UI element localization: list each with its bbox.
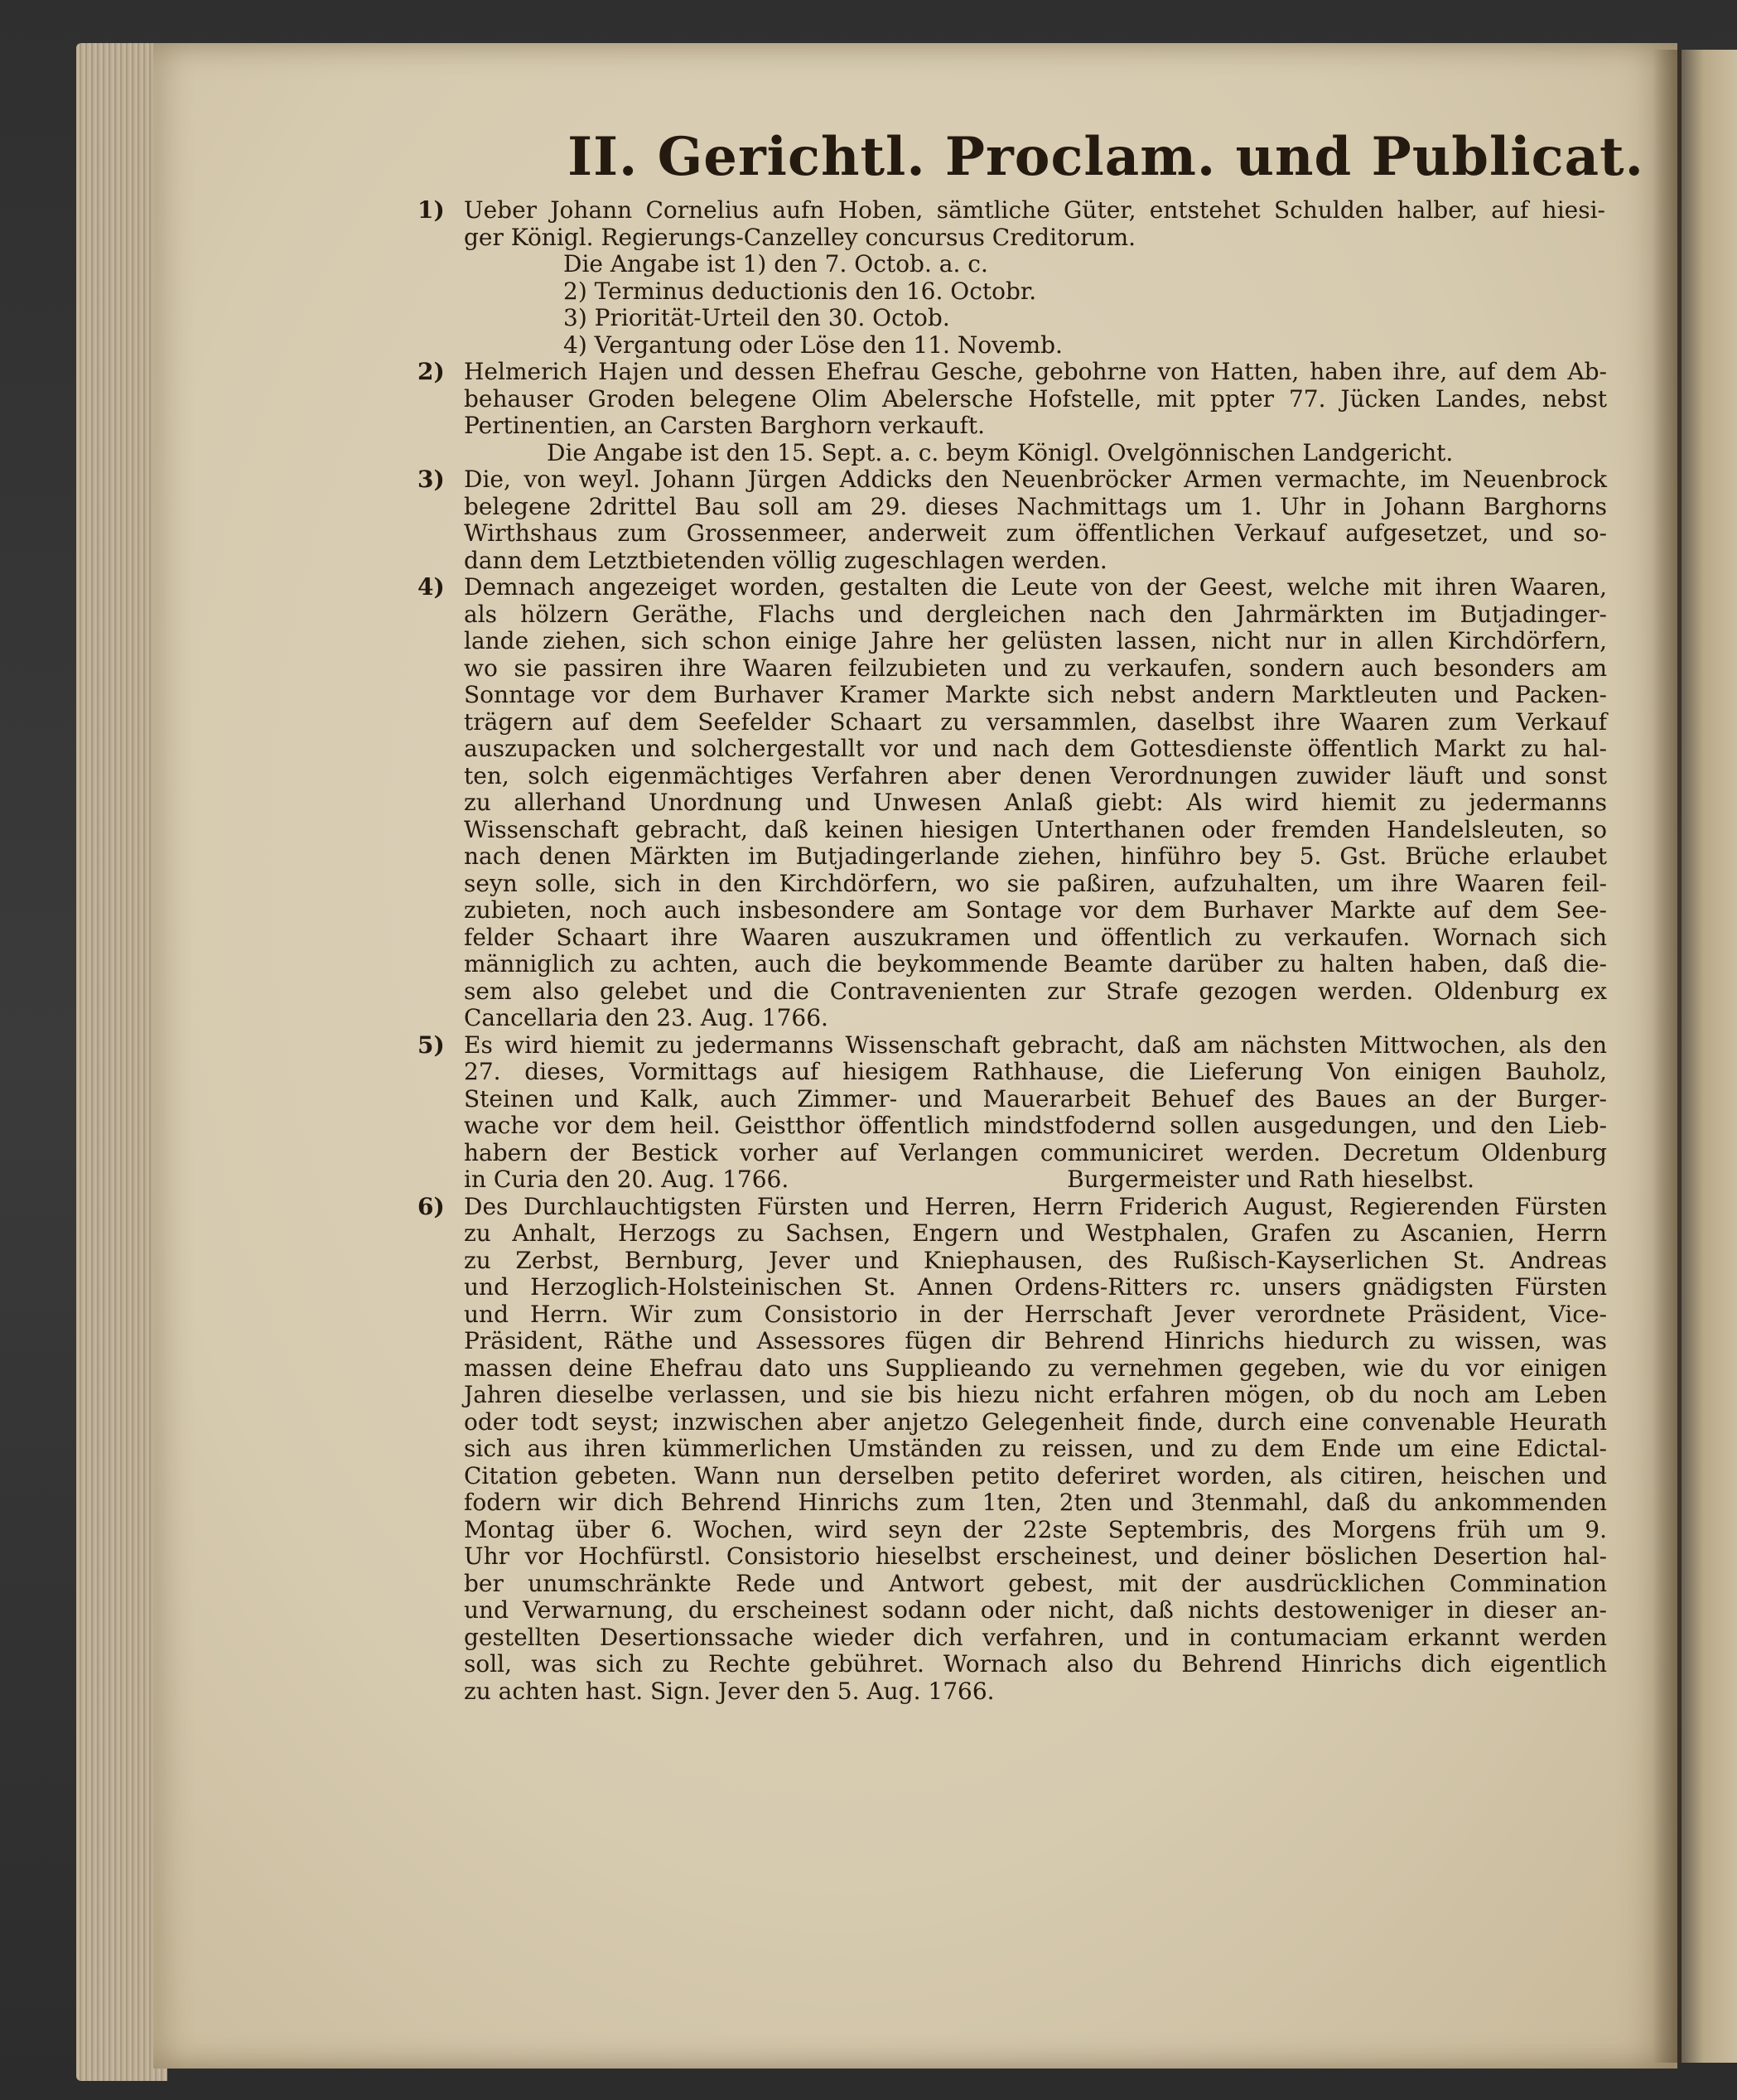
entry-line: ten, solch eigenmächtiges Verfahren aber denen Verordnungen zuwider läuft und sonst: [464, 761, 1607, 789]
entry-line: habern der Bestick vorher auf Verlangen communiciret werden. Decretum Oldenburg: [464, 1138, 1607, 1166]
entry-line: Ueber Johann Cornelius aufn Hoben, sämtliche Güter, entstehet Schulden halber, auf hiesi-: [464, 196, 1605, 224]
entry-line: Es wird hiemit zu jedermanns Wissenschaft gebracht, daß am nächsten Mittwochen, als den: [464, 1031, 1607, 1059]
entry-line: fodern wir dich Behrend Hinrichs zum 1ten, 2ten und 3tenmahl, daß du ankommenden: [464, 1489, 1607, 1516]
entry-line: Uhr vor Hochfürstl. Consistorio hieselbst erscheinest, und deiner böslichen Desertion hal-: [464, 1542, 1607, 1570]
entry-line: 3) Priorität-Urteil den 30. Octob.: [563, 304, 950, 331]
entry-line: in Curia den 20. Aug. 1766.: [464, 1166, 789, 1193]
entry-line: ber unumschränkte Rede und Antwort gebest, mit der ausdrücklichen Commination: [464, 1569, 1607, 1597]
entry-line: zubieten, noch auch insbesondere am Sontage vor dem Burhaver Markte auf dem See-: [464, 896, 1607, 924]
entry-line: als hölzern Geräthe, Flachs und dergleichen nach den Jahrmärkten im Butjadinger-: [464, 600, 1607, 628]
entry-line: trägern auf dem Seefelder Schaart zu versammlen, daselbst ihre Waaren zum Verkauf: [464, 707, 1607, 736]
entry-line: oder todt seyst; inzwischen aber anjetzo Gelegenheit finde, durch eine convenable Heurath: [464, 1407, 1607, 1436]
entry-line: ger Königl. Regierungs-Canzelley concursus Creditorum.: [464, 223, 1136, 251]
entry-line: auszupacken und solchergestallt vor und nach dem Gottesdienste öffentlich Markt zu hal-: [464, 735, 1607, 762]
entry-line: Sonntage vor dem Burhaver Kramer Markte sich nebst andern Marktleuten und Packen-: [464, 681, 1607, 708]
entry-line: und Verwarnung, du erscheinest sodann oder nicht, daß nichts destoweniger in dieser an-: [464, 1596, 1607, 1624]
entry-line: Cancellaria den 23. Aug. 1766.: [464, 1004, 828, 1031]
section-heading: II. Gerichtl. Proclam. und Publicat.: [567, 126, 1644, 188]
entry-line: Wirthshaus zum Grossenmeer, anderweit zum öffentlichen Verkauf aufgesetzet, und so-: [464, 519, 1607, 547]
entry-line: Die Angabe ist den 15. Sept. a. c. beym Königl. Ovelgönnischen Landgericht.: [547, 438, 1454, 466]
entry-line: zu Anhalt, Herzogs zu Sachsen, Engern und Westphalen, Grafen zu Ascanien, Herrn: [464, 1219, 1607, 1247]
entry-2: [417, 358, 1648, 466]
entry-line: soll, was sich zu Rechte gebühret. Wornach also du Behrend Hinrichs dich eigentlich: [464, 1650, 1607, 1678]
entry-4: [417, 573, 1648, 1032]
entry-line: sich aus ihren kümmerlichen Umständen zu reissen, und zu dem Ende um eine Edictal-: [464, 1435, 1607, 1462]
entry-line: behauser Groden belegene Olim Abelersche Hofstelle, mit ppter 77. Jücken Landes, nebst: [464, 384, 1607, 413]
entry-line: Steinen und Kalk, auch Zimmer- und Mauerarbeit Behuef des Baues an der Burger-: [464, 1084, 1607, 1113]
entry-line: männiglich zu achten, auch die beykommende Beamte darüber zu halten haben, daß die-: [464, 950, 1607, 978]
entry-line: Pertinentien, an Carsten Barghorn verkauft.: [464, 412, 986, 439]
signature: Burgermeister und Rath hieselbst.: [1067, 1166, 1474, 1193]
entry-line: 2) Terminus deductionis den 16. Octobr.: [563, 277, 1037, 305]
entry-number: 2): [417, 358, 445, 385]
entry-line: Die Angabe ist 1) den 7. Octob. a. c.: [563, 250, 988, 278]
entry-line: 4) Vergantung oder Löse den 11. Novemb.: [563, 331, 1063, 359]
entry-number: 4): [417, 573, 445, 601]
entry-line: 27. dieses, Vormittags auf hiesigem Rathhause, die Lieferung Von einigen Bauholz,: [464, 1058, 1607, 1085]
entry-number: 1): [417, 196, 445, 224]
page-content: [417, 124, 1648, 1705]
entry-line: massen deine Ehefrau dato uns Supplieando zu vernehmen gegeben, wie du vor einigen: [464, 1354, 1607, 1382]
entry-line: Des Durchlauchtigsten Fürsten und Herren, Herrn Friderich August, Regierenden Fürsten: [464, 1192, 1607, 1220]
entry-number: 3): [417, 466, 445, 493]
entry-line: belegene 2drittel Bau soll am 29. dieses Nachmittags um 1. Uhr in Johann Barghorns: [464, 492, 1607, 520]
entry-line: Wissenschaft gebracht, daß keinen hiesigen Unterthanen oder fremden Handelsleuten, so: [464, 815, 1607, 843]
entry-line: und Herrn. Wir zum Consistorio in der Herrschaft Jever verordnete Präsident, Vice-: [464, 1300, 1607, 1328]
entry-line: Montag über 6. Wochen, wird seyn der 22ste Septembris, des Morgens früh um 9.: [464, 1515, 1607, 1543]
entry-line: zu achten hast. Sign. Jever den 5. Aug. 1766.: [464, 1677, 995, 1705]
entry-6: [417, 1192, 1648, 1706]
entry-5: [417, 1031, 1648, 1194]
entry-line: nach denen Märkten im Butjadingerlande ziehen, hinführo bey 5. Gst. Brüche erlaubet: [464, 842, 1607, 870]
entry-1: [417, 196, 1648, 359]
facing-page: [1682, 50, 1737, 2063]
entry-line: wo sie passiren ihre Waaren feilzubieten und zu verkaufen, sondern auch besonders am: [464, 654, 1607, 682]
entry-line: und Herzoglich-Holsteinischen St. Annen Ordens-Ritters rc. unsers gnädigsten Fürsten: [464, 1273, 1607, 1301]
entry-3: [417, 466, 1648, 574]
entry-line: seyn solle, sich in den Kirchdörfern, wo sie paßiren, aufzuhalten, um ihre Waaren feil-: [464, 869, 1607, 897]
entry-line: zu allerhand Unordnung und Unwesen Anlaß giebt: Als wird hiemit zu jedermanns: [464, 789, 1607, 816]
entry-line: gestellten Desertionssache wieder dich verfahren, und in contumaciam erkannt werden: [464, 1623, 1607, 1651]
entry-line: Citation gebeten. Wann nun derselben petito deferiret worden, als citiren, heischen und: [464, 1461, 1607, 1489]
entry-line-with-signature: [464, 1166, 1607, 1194]
entry-line: Die, von weyl. Johann Jürgen Addicks den Neuenbröcker Armen vermachte, im Neuenbrock: [464, 466, 1607, 493]
entry-line: Jahren dieselbe verlassen, und sie bis hiezu nicht erfahren mögen, ob du noch am Leben: [464, 1381, 1607, 1408]
entry-line: lande ziehen, sich schon einige Jahre her gelüsten lassen, nicht nur in allen Kirchdörfern,: [464, 627, 1607, 654]
entry-line: felder Schaart ihre Waaren auszukramen und öffentlich zu verkaufen. Wornach sich: [464, 923, 1607, 951]
entry-number: 5): [417, 1031, 445, 1059]
entry-line: Helmerich Hajen und dessen Ehefrau Gesche, gebohrne von Hatten, haben ihre, auf dem Ab-: [464, 358, 1607, 385]
entry-number: 6): [417, 1192, 445, 1220]
entry-line: dann dem Letztbietenden völlig zugeschlagen werden.: [464, 546, 1107, 574]
entry-line: Demnach angezeiget worden, gestalten die Leute von der Geest, welche mit ihren Waaren,: [464, 573, 1607, 601]
entry-line: sem also gelebet und die Contravenienten zur Strafe gezogen werden. Oldenburg ex: [464, 977, 1607, 1005]
entry-line: zu Zerbst, Bernburg, Jever und Kniephausen, des Rußisch-Kayserlichen St. Andreas: [464, 1246, 1607, 1274]
entry-line: wache vor dem heil. Geistthor öffentlich mindstfodernd sollen ausgedungen, und den Lieb-: [464, 1112, 1607, 1139]
entry-line: Präsident, Räthe und Assessores fügen dir Behrend Hinrichs hiedurch zu wissen, was: [464, 1327, 1607, 1354]
gutter-shadow: [1653, 50, 1686, 2063]
